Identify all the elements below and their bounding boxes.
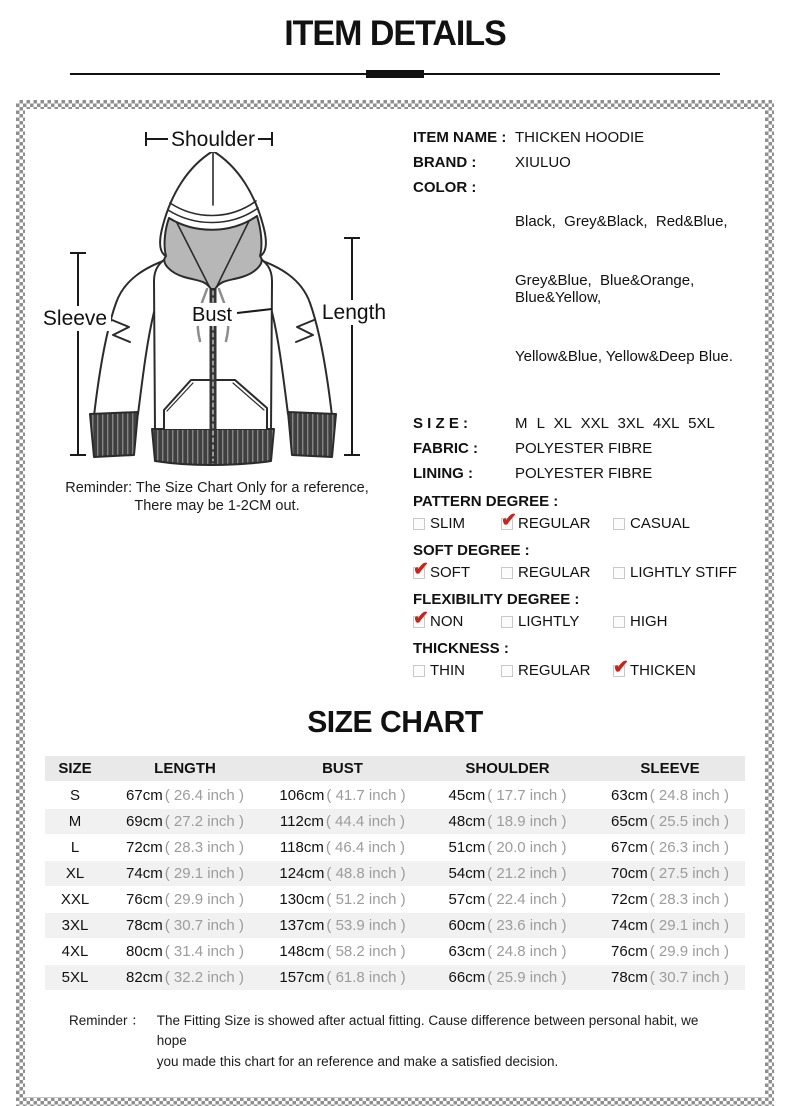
cell-length: 74cm ( 29.1 inch ) [126,864,244,882]
cell-bust: 112cm ( 44.4 inch ) [279,812,406,830]
option-casual [613,516,690,531]
option-label: THIN [430,662,465,679]
cell-shoulder: 51cm ( 20.0 inch ) [448,838,567,856]
degree-title: SOFT DEGREE : [413,542,530,559]
checkbox [613,567,625,579]
spec-list [409,109,765,678]
cell-sleeve: 70cm ( 27.5 inch ) [611,864,729,882]
spec-item-name [413,129,751,146]
checkbox [413,567,425,579]
checkbox [413,518,425,530]
cell-shoulder: 63cm ( 24.8 inch ) [448,942,567,960]
option-label: CASUAL [630,515,691,532]
cell-shoulder: 60cm ( 23.6 inch ) [448,916,567,934]
cell-size: XXL [60,890,90,908]
size-row [45,834,745,860]
option-label: REGULAR [518,662,591,679]
cell-size: S [69,787,80,804]
spec-value: M L XL XXL 3XL 4XL 5XL [515,415,715,432]
cell-length: 69cm ( 27.2 inch ) [126,812,244,830]
length-measure-label: Length [321,301,387,324]
option-high [613,614,668,629]
option-label: THICKEN [630,662,696,679]
cell-sleeve: 76cm ( 29.9 inch ) [611,942,729,960]
spec-size [413,415,751,432]
spec-value: XIULUO [515,154,571,171]
spec-label: COLOR : [413,179,477,196]
option-label: SOFT [430,564,470,581]
option-lightly [501,614,613,629]
option-thicken [613,663,696,678]
degree-title: THICKNESS : [413,640,509,657]
cuff-left [90,412,138,457]
cell-bust: 118cm ( 46.4 inch ) [279,838,406,856]
bust-measure-label: Bust [191,304,233,326]
hoodie-illustration [25,115,405,477]
cuff-right [288,412,336,457]
spec-label: ITEM NAME : [413,129,507,146]
note-label: Reminder ： [69,1012,145,1028]
cell-shoulder: 45cm ( 17.7 inch ) [448,787,567,804]
option-label: REGULAR [518,564,591,581]
option-regular [501,663,613,678]
spec-value: THICKEN HOODIE [515,129,645,146]
option-thin [413,663,501,678]
checkbox [501,518,513,530]
cell-sleeve: 78cm ( 30.7 inch ) [611,968,729,986]
cell-shoulder: 48cm ( 18.9 inch ) [448,812,567,830]
col-header-length: LENGTH [105,756,265,782]
option-slim [413,516,501,531]
option-non [413,614,501,629]
cell-length: 72cm ( 28.3 inch ) [126,838,244,856]
cell-length: 82cm ( 32.2 inch ) [126,968,244,986]
size-row [45,782,745,808]
checkbox [501,567,513,579]
degree-title: PATTERN DEGREE : [413,493,559,510]
top-section [25,109,765,678]
fitting-reminder-note [69,1011,719,1074]
size-row [45,808,745,834]
size-row [45,886,745,912]
note-text: The Fitting Size is showed after actual fitting. Cause difference between personal habit, we hope you made this chart for an reference and make a satisfied decision. [156,1012,699,1070]
cell-size: 3XL [61,916,89,934]
checkbox [501,665,513,677]
cell-bust: 148cm ( 58.2 inch ) [279,942,406,960]
option-label: NON [430,613,464,630]
checkbox [413,616,425,628]
thickness-group [413,640,751,678]
cell-size: L [70,838,80,856]
hoodie-diagram [25,109,409,678]
spec-value: Black, Grey&Black, Red&Blue, Grey&Blue, Blue&Orange, Blue&Yellow, Yellow&Blue, Yellow&Deep Blue. [515,213,733,365]
spec-lining [413,465,751,482]
cell-length: 76cm ( 29.9 inch ) [126,890,244,908]
spec-value: POLYESTER FIBRE [515,440,653,457]
page-title: ITEM DETAILS [284,14,506,53]
spec-value: POLYESTER FIBRE [515,465,653,482]
cell-sleeve: 74cm ( 29.1 inch ) [611,916,729,934]
cell-size: M [68,812,82,830]
size-row [45,912,745,938]
cell-bust: 157cm ( 61.8 inch ) [279,968,406,986]
option-label: LIGHTLY STIFF [630,564,737,581]
spec-label: FABRIC : [413,440,478,457]
option-lightly-stiff [613,565,737,580]
option-label: HIGH [630,613,668,630]
col-header-sleeve: SLEEVE [595,756,745,782]
pattern-degree-group [413,493,751,531]
spec-label: S I Z E : [413,415,469,432]
checkbox [613,665,625,677]
cell-shoulder: 66cm ( 25.9 inch ) [448,968,567,986]
spec-label: BRAND : [413,154,477,171]
details-panel [16,100,774,1106]
option-label: SLIM [430,515,466,532]
flexibility-degree-group [413,591,751,629]
col-header-size: SIZE [45,756,105,782]
size-row [45,964,745,990]
shoulder-measure-label: Shoulder [170,128,256,151]
spec-label: LINING : [413,465,473,482]
cell-shoulder: 57cm ( 22.4 inch ) [448,890,567,908]
cell-shoulder: 54cm ( 21.2 inch ) [448,864,567,882]
col-header-bust: BUST [265,756,420,782]
cell-bust: 106cm ( 41.7 inch ) [279,787,406,804]
title-divider [70,69,720,79]
checkbox [501,616,513,628]
size-row [45,860,745,886]
cell-sleeve: 72cm ( 28.3 inch ) [611,890,729,908]
cell-bust: 137cm ( 53.9 inch ) [279,916,406,934]
degree-title: FLEXIBILITY DEGREE : [413,591,580,608]
soft-degree-group [413,542,751,580]
spec-fabric [413,440,751,457]
option-label: REGULAR [518,515,591,532]
checkbox [413,665,425,677]
size-chart-title: SIZE CHART [307,704,483,739]
header-row [45,756,745,782]
item-details-page [0,14,790,1070]
diagram-reminder-note: Reminder: The Size Chart Only for a reference, There may be 1-2CM out. [65,480,369,515]
spec-brand [413,154,751,171]
cell-sleeve: 65cm ( 25.5 inch ) [611,812,729,830]
cell-sleeve: 67cm ( 26.3 inch ) [611,838,729,856]
cell-sleeve: 63cm ( 24.8 inch ) [611,787,729,804]
checkbox [613,518,625,530]
cell-length: 78cm ( 30.7 inch ) [126,916,244,934]
cell-size: 5XL [61,968,89,986]
spec-color [413,179,751,407]
col-header-shoulder: SHOULDER [420,756,595,782]
cell-length: 67cm ( 26.4 inch ) [126,787,244,804]
option-regular [501,565,613,580]
divider-bar [366,70,424,78]
cell-bust: 124cm ( 48.8 inch ) [279,864,406,882]
cell-size: XL [65,864,85,882]
option-regular [501,516,613,531]
sleeve-measure-label: Sleeve [42,307,108,330]
size-row [45,938,745,964]
checkbox [613,616,625,628]
option-label: LIGHTLY [518,613,580,630]
cell-bust: 130cm ( 51.2 inch ) [279,890,406,908]
option-soft [413,565,501,580]
cell-length: 80cm ( 31.4 inch ) [126,942,244,960]
cell-size: 4XL [61,942,89,960]
size-chart-table [45,756,745,991]
